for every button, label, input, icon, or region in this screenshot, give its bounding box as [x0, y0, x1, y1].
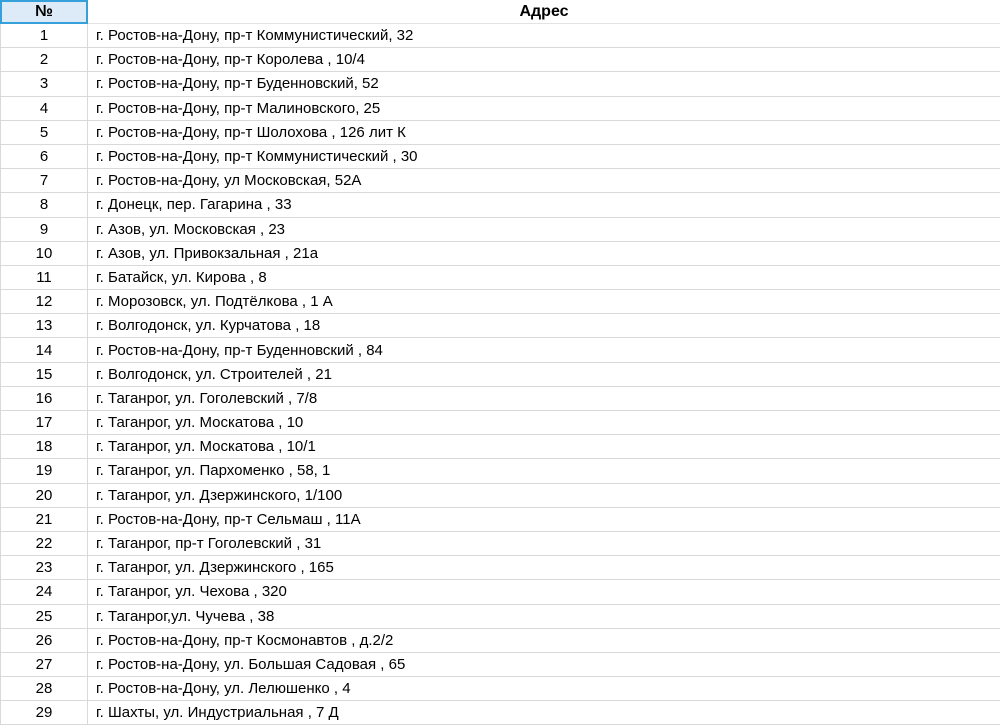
table-row [0, 556, 1000, 580]
table-row [0, 387, 1000, 411]
table-row [0, 193, 1000, 217]
row-number-cell[interactable]: 4 [0, 97, 88, 121]
row-number-cell[interactable]: 5 [0, 121, 88, 145]
address-cell[interactable]: г. Таганрог, ул. Дзержинского , 165 [88, 556, 1000, 580]
row-number-cell[interactable]: 9 [0, 218, 88, 242]
table-row [0, 48, 1000, 72]
row-number-cell[interactable]: 7 [0, 169, 88, 193]
table-row [0, 338, 1000, 362]
address-cell[interactable]: г. Таганрог, пр-т Гоголевский , 31 [88, 532, 1000, 556]
address-cell[interactable]: г. Ростов-на-Дону, пр-т Шолохова , 126 лит К [88, 121, 1000, 145]
row-number-cell[interactable]: 6 [0, 145, 88, 169]
column-header-num[interactable]: № [0, 0, 88, 24]
table-row [0, 532, 1000, 556]
row-number-cell[interactable]: 26 [0, 629, 88, 653]
address-cell[interactable]: г. Таганрог, ул. Пархоменко , 58, 1 [88, 459, 1000, 483]
table-row [0, 266, 1000, 290]
table-row [0, 314, 1000, 338]
address-cell[interactable]: г. Азов, ул. Привокзальная , 21а [88, 242, 1000, 266]
row-number-cell[interactable]: 2 [0, 48, 88, 72]
address-cell[interactable]: г. Таганрог,ул. Чучева , 38 [88, 605, 1000, 629]
row-number-cell[interactable]: 10 [0, 242, 88, 266]
table-row [0, 411, 1000, 435]
address-cell[interactable]: г. Ростов-на-Дону, пр-т Буденновский , 84 [88, 338, 1000, 362]
address-cell[interactable]: г. Таганрог, ул. Дзержинского, 1/100 [88, 484, 1000, 508]
table-row [0, 363, 1000, 387]
address-cell[interactable]: г. Ростов-на-Дону, пр-т Королева , 10/4 [88, 48, 1000, 72]
row-number-cell[interactable]: 12 [0, 290, 88, 314]
row-number-cell[interactable]: 29 [0, 701, 88, 725]
address-cell[interactable]: г. Таганрог, ул. Гоголевский , 7/8 [88, 387, 1000, 411]
table-row [0, 508, 1000, 532]
address-cell[interactable]: г. Волгодонск, ул. Курчатова , 18 [88, 314, 1000, 338]
table-row [0, 169, 1000, 193]
table-row [0, 653, 1000, 677]
address-cell[interactable]: г. Волгодонск, ул. Строителей , 21 [88, 363, 1000, 387]
table-row [0, 121, 1000, 145]
address-cell[interactable]: г. Ростов-на-Дону, ул. Большая Садовая , 65 [88, 653, 1000, 677]
table-row [0, 580, 1000, 604]
table-row [0, 145, 1000, 169]
address-cell[interactable]: г. Батайск, ул. Кирова , 8 [88, 266, 1000, 290]
row-number-cell[interactable]: 25 [0, 605, 88, 629]
row-number-cell[interactable]: 28 [0, 677, 88, 701]
row-number-cell[interactable]: 16 [0, 387, 88, 411]
table-row [0, 629, 1000, 653]
row-number-cell[interactable]: 13 [0, 314, 88, 338]
address-cell[interactable]: г. Ростов-на-Дону, пр-т Коммунистический , 30 [88, 145, 1000, 169]
address-cell[interactable]: г. Ростов-на-Дону, пр-т Сельмаш , 11А [88, 508, 1000, 532]
row-number-cell[interactable]: 8 [0, 193, 88, 217]
row-number-cell[interactable]: 1 [0, 24, 88, 48]
address-cell[interactable]: г. Морозовск, ул. Подтёлкова , 1 А [88, 290, 1000, 314]
row-number-cell[interactable]: 27 [0, 653, 88, 677]
header-row [0, 0, 1000, 24]
table-row [0, 72, 1000, 96]
address-cell[interactable]: г. Ростов-на-Дону, пр-т Малиновского, 25 [88, 97, 1000, 121]
table-row [0, 677, 1000, 701]
column-header-address[interactable]: Адрес [88, 0, 1000, 24]
row-number-cell[interactable]: 11 [0, 266, 88, 290]
table-row [0, 459, 1000, 483]
address-cell[interactable]: г. Шахты, ул. Индустриальная , 7 Д [88, 701, 1000, 725]
row-number-cell[interactable]: 18 [0, 435, 88, 459]
address-cell[interactable]: г. Таганрог, ул. Москатова , 10/1 [88, 435, 1000, 459]
address-cell[interactable]: г. Таганрог, ул. Чехова , 320 [88, 580, 1000, 604]
table-row [0, 435, 1000, 459]
address-cell[interactable]: г. Ростов-на-Дону, пр-т Буденновский, 52 [88, 72, 1000, 96]
row-number-cell[interactable]: 15 [0, 363, 88, 387]
table-row [0, 218, 1000, 242]
row-number-cell[interactable]: 14 [0, 338, 88, 362]
row-number-cell[interactable]: 19 [0, 459, 88, 483]
address-cell[interactable]: г. Ростов-на-Дону, пр-т Космонавтов , д.2/2 [88, 629, 1000, 653]
address-cell[interactable]: г. Ростов-на-Дону, пр-т Коммунистический, 32 [88, 24, 1000, 48]
row-number-cell[interactable]: 22 [0, 532, 88, 556]
row-number-cell[interactable]: 24 [0, 580, 88, 604]
row-number-cell[interactable]: 3 [0, 72, 88, 96]
table-row [0, 484, 1000, 508]
address-cell[interactable]: г. Ростов-на-Дону, ул. Лелюшенко , 4 [88, 677, 1000, 701]
row-number-cell[interactable]: 23 [0, 556, 88, 580]
address-cell[interactable]: г. Таганрог, ул. Москатова , 10 [88, 411, 1000, 435]
table-row [0, 701, 1000, 725]
address-cell[interactable]: г. Азов, ул. Московская , 23 [88, 218, 1000, 242]
table-row [0, 290, 1000, 314]
table-row [0, 605, 1000, 629]
address-cell[interactable]: г. Ростов-на-Дону, ул Московская, 52А [88, 169, 1000, 193]
table-body [0, 24, 1000, 725]
address-cell[interactable]: г. Донецк, пер. Гагарина , 33 [88, 193, 1000, 217]
row-number-cell[interactable]: 17 [0, 411, 88, 435]
row-number-cell[interactable]: 20 [0, 484, 88, 508]
table-row [0, 242, 1000, 266]
table-row [0, 24, 1000, 48]
table-row [0, 97, 1000, 121]
row-number-cell[interactable]: 21 [0, 508, 88, 532]
